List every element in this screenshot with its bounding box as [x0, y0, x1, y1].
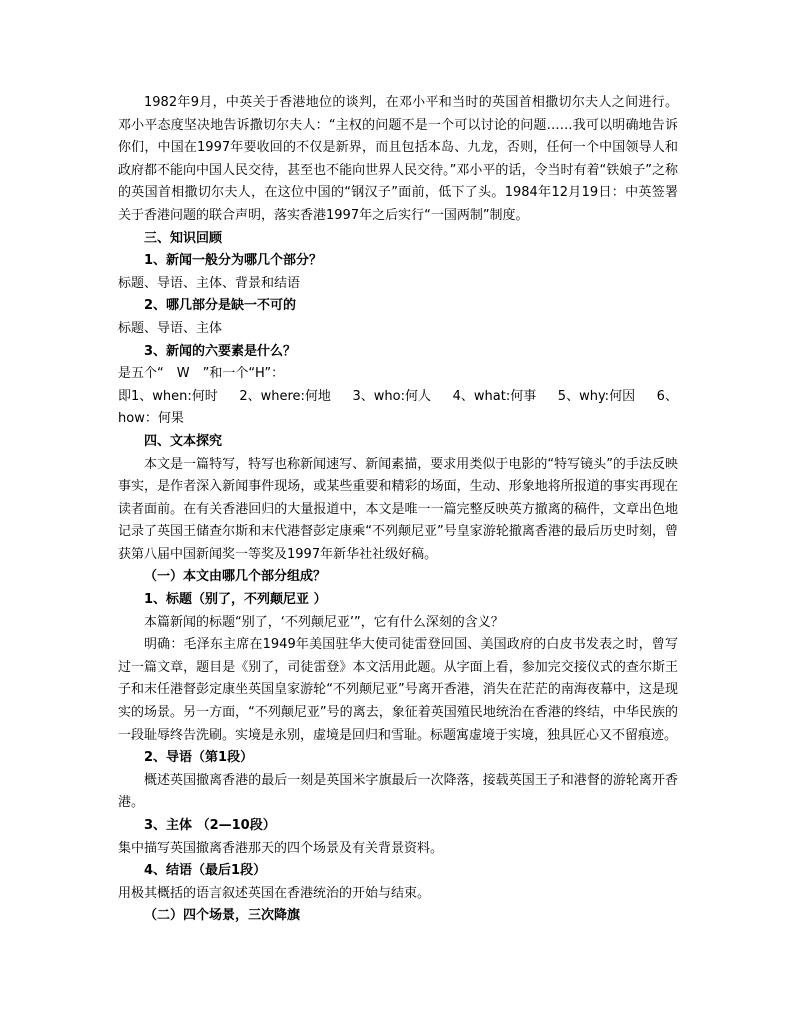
element-item: 即1、when:何时	[118, 388, 218, 404]
subsection-title-scenes: （二）四个场景，三次降旗	[144, 908, 301, 924]
element-item: 5、why:何因	[557, 388, 636, 404]
text-study-paragraph: 本文是一篇特写，特写也称新闻速写、新闻素描，要求用类似于电影的“特写镜头”的手法反映事实，是作者深入新闻事件现场，或某些重要和精彩的场面，生动、形象地将所报道的事实再现在读者面前。在有关香港回归的大量报道中，本文是唯一一篇完整反映英方撤离的稿件，文章出色地记录了英国王储查尔斯和末代港督彭定康乘“不列颠尼亚”号皇家游轮撤离香港的最后历史时刻，曾获第八届中国新闻奖一等奖及1997年新华社社级好稿。	[118, 456, 678, 562]
part-body-heading: 3、主体 （2—10段）	[144, 818, 276, 833]
element-item-last: how：何果	[118, 411, 184, 427]
title-question: 本篇新闻的标题“别了，‘不列颠尼亚’”，它有什么深刻的含义？	[144, 614, 504, 630]
element-item: 3、who:何人	[352, 388, 432, 404]
element-item: 4、what:何事	[452, 388, 537, 404]
answer-2: 标题、导语、主体	[118, 320, 223, 336]
document-page	[118, 92, 678, 928]
part-lead-heading: 2、导语（第1段）	[144, 750, 254, 766]
element-item: 6、	[656, 388, 678, 404]
answer-3: 是五个“ W ”和一个“H”：	[118, 366, 285, 382]
answer-1: 标题、导语、主体、背景和结语	[118, 275, 301, 291]
body-answer: 集中描写英国撤离香港那天的四个场景及有关背景资料。	[118, 840, 444, 856]
lead-answer: 概述英国撤离香港的最后一刻是英国米字旗最后一次降落，接载英国王子和港督的游轮离开香港。	[118, 772, 678, 811]
six-elements-row	[118, 386, 678, 409]
question-1: 1、新闻一般分为哪几个部分？	[144, 253, 323, 269]
question-3: 3、新闻的六要素是什么？	[144, 343, 297, 359]
conclusion-answer: 用极其概括的语言叙述英国在香港统治的开始与结束。	[118, 885, 431, 901]
subsection-title-parts: （一）本文由哪几个部分组成？	[144, 569, 327, 585]
intro-paragraph: 1982年9月，中英关于香港地位的谈判，在邓小平和当时的英国首相撒切尔夫人之间进行。邓小平态度坚决地告诉撒切尔夫人：“主权的问题不是一个可以讨论的问题……我可以明确地告诉你们，中国在1997年要收回的不仅是新界，而且包括本岛、九龙，否则，任何一个中国领导人和政府都不能向中国人民交待，甚至也不能向世界人民交待。”邓小平的话，令当时有着“铁娘子”之称的英国首相撒切尔夫人，在这位中国的“钢汉子”面前，低下了头。1984年12月19日：中英签署关于香港问题的联合声明，落实香港1997年之后实行“一国两制”制度。	[118, 95, 678, 223]
element-item: 2、where:何地	[239, 388, 331, 404]
question-2: 2、哪几部分是缺一不可的	[144, 298, 297, 314]
part-conclusion-heading: 4、结语（最后1段）	[144, 863, 267, 879]
part-title-heading: 1、标题（别了，不列颠尼亚 ）	[144, 592, 327, 608]
section-title-review: 三、知识回顾	[144, 230, 223, 246]
section-title-text-study: 四、文本探究	[144, 433, 223, 449]
title-answer: 明确：毛泽东主席在1949年美国驻华大使司徒雷登回国、美国政府的白皮书发表之时，曾写过一篇文章，题目是《别了，司徒雷登》本文活用此题。从字面上看，参加完交接仪式的查尔斯王子和末任港督彭定康坐英国皇家游轮“不列颠尼亚”号离开香港，消失在茫茫的南海夜幕中，这是现实的场景。另一方面，“不列颠尼亚”号的离去，象征着英国殖民地统治在香港的终结，中华民族的一段耻辱终告洗刷。实境是永别，虚境是回归和雪耻。标题寓虚境于实境，独具匠心又不留痕迹。	[118, 637, 678, 743]
